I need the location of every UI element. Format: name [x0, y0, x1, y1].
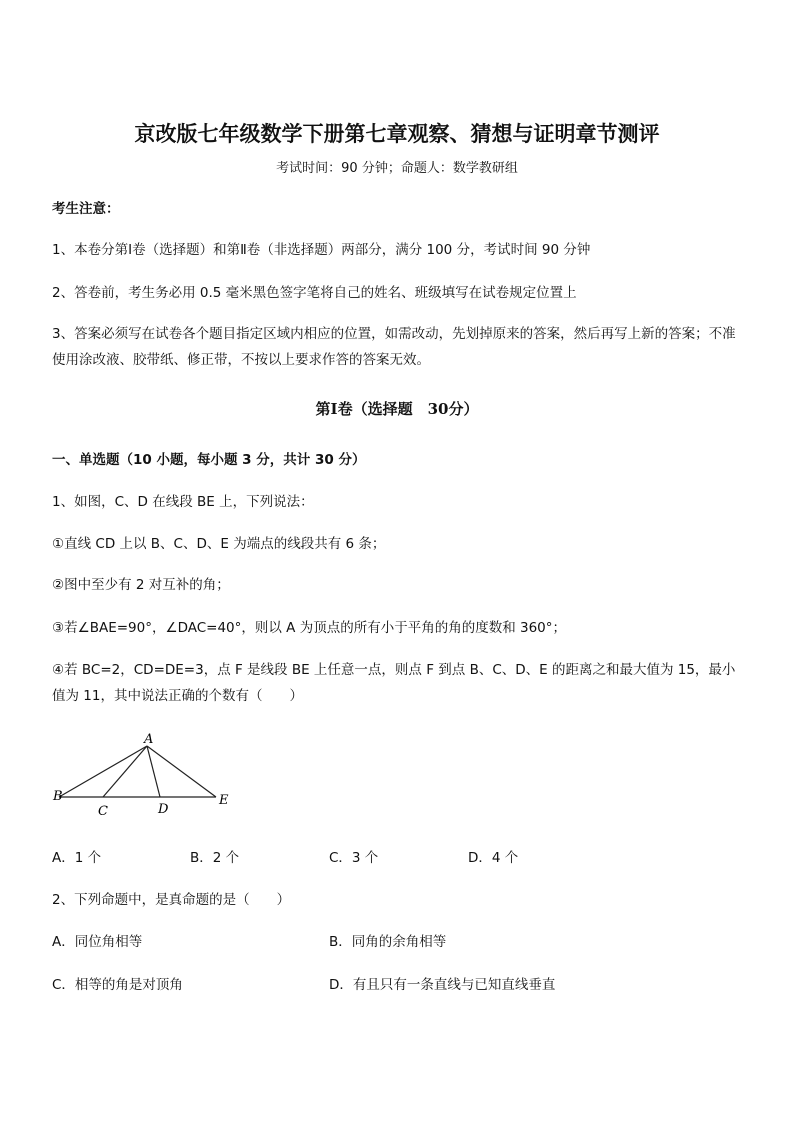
q1-statement-4: ④若 BC=2，CD=DE=3，点 F 是线段 BE 上任意一点，则点 F 到点 B、C、D、E 的距离之和最大值为 15，最小值为 11，其中说法正确的个数有（ ） [52, 662, 736, 704]
section-title: 第Ⅰ卷（选择题 30分） [315, 400, 479, 418]
q1-option-c: C．3 个 [329, 850, 379, 866]
page-title: 京改版七年级数学下册第七章观察、猜想与证明章节测评 [134, 121, 660, 146]
segment-AB [59, 746, 147, 797]
segment-AE [147, 746, 216, 797]
q2-option-a: A．同位角相等 [52, 934, 143, 950]
triangle-figure [48, 730, 248, 825]
q2-option-d: D．有且只有一条直线与已知直线垂直 [329, 977, 556, 993]
q1-option-a: A．1 个 [52, 850, 102, 866]
q1-statement-1: ①直线 CD 上以 B、C、D、E 为端点的线段共有 6 条； [52, 536, 386, 552]
q1-stem: 1、如图，C、D 在线段 BE 上，下列说法： [52, 494, 314, 510]
q2-option-b: B．同角的余角相等 [329, 934, 447, 950]
label-A: A [144, 732, 154, 747]
page-subtitle: 考试时间：90 分钟；命题人：数学教研组 [276, 161, 518, 176]
q1-option-d: D．4 个 [468, 850, 519, 866]
q1-statement-3: ③若∠BAE=90°，∠DAC=40°，则以 A 为顶点的所有小于平角的角的度数和 360°； [52, 620, 567, 636]
q2-option-c: C．相等的角是对顶角 [52, 977, 183, 993]
label-C: C [98, 804, 108, 819]
q1-statement-2: ②图中至少有 2 对互补的角； [52, 577, 230, 593]
notice-item-1: 1、本卷分第Ⅰ卷（选择题）和第Ⅱ卷（非选择题）两部分，满分 100 分，考试时间 90 分钟 [52, 242, 591, 258]
segment-AC [103, 746, 147, 797]
q1-option-b: B．2 个 [190, 850, 240, 866]
notice-heading: 考生注意： [52, 201, 120, 217]
q2-stem: 2、下列命题中，是真命题的是（ ） [52, 892, 291, 908]
notice-item-2: 2、答卷前，考生务必用 0.5 毫米黑色签字笔将自己的姓名、班级填写在试卷规定位置上 [52, 285, 577, 301]
label-D: D [158, 802, 169, 817]
label-E: E [219, 793, 229, 808]
part-heading: 一、单选题（10 小题，每小题 3 分，共计 30 分） [52, 452, 366, 468]
label-B: B [53, 789, 63, 804]
notice-item-3: 3、答案必须写在试卷各个题目指定区域内相应的位置，如需改动，先划掉原来的答案，然后再写上新的答案；不准使用涂改液、胶带纸、修正带，不按以上要求作答的答案无效。 [52, 326, 736, 368]
